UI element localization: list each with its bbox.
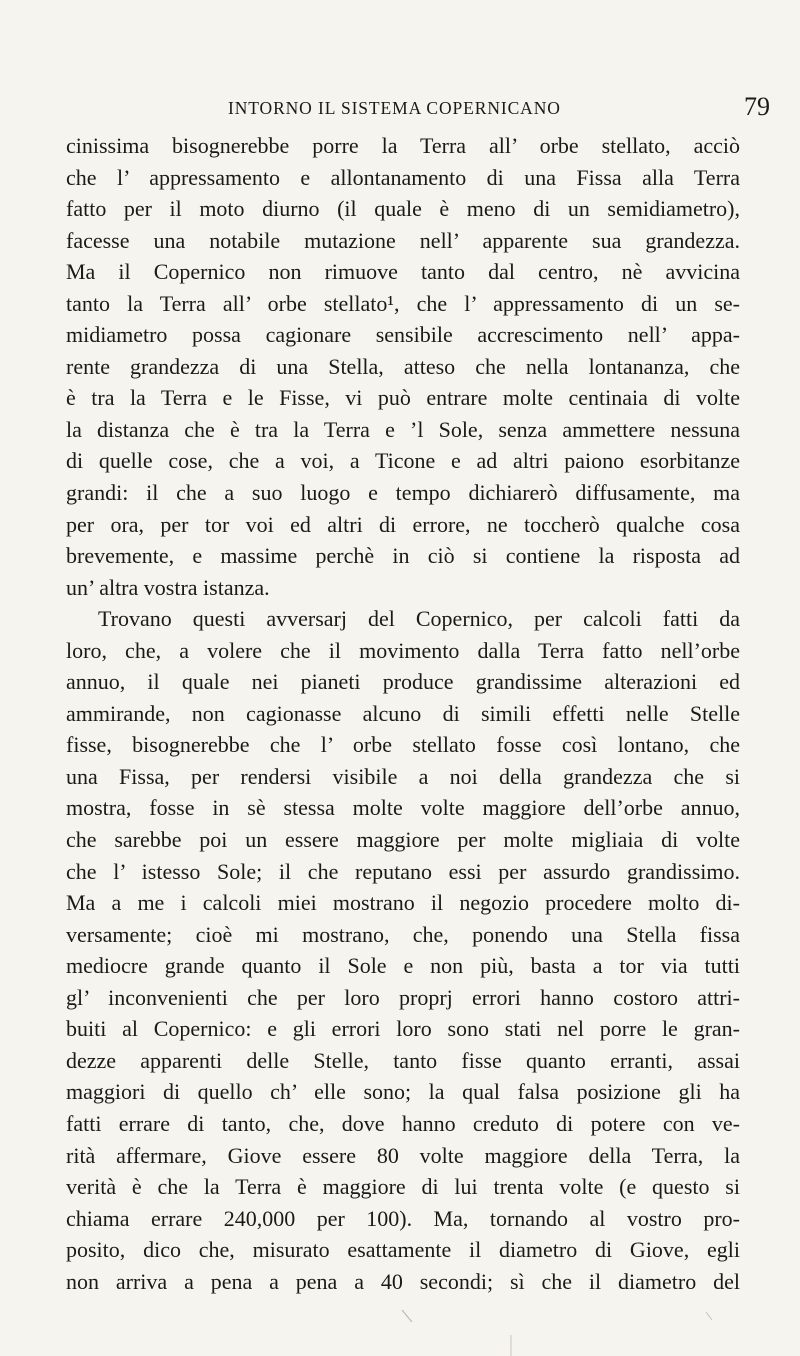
text-line: di quelle cose, che a voi, a Ticone e ad altri paiono esorbitanze <box>66 448 740 474</box>
text-line: versamente; cioè mi mostrano, che, ponendo una Stella fissa <box>66 921 740 947</box>
text-line: verità è che la Terra è maggiore di lui trenta volte (e questo si <box>66 1174 740 1200</box>
text-line: Ma a me i calcoli miei mostrano il negozio procedere molto di- <box>66 890 740 916</box>
text-line: fatti errare di tanto, che, dove hanno creduto di potere con ve- <box>66 1110 740 1136</box>
text-line: loro, che, a volere che il movimento dalla Terra fatto nell’orbe <box>66 637 740 663</box>
text-line: maggiori di quello ch’ elle sono; la qual falsa posizione gli ha <box>66 1079 740 1105</box>
page-header <box>66 92 800 126</box>
paragraph-end-line: un’ altra vostra istanza. <box>66 574 270 600</box>
text-line: facesse una notabile mutazione nell’ apparente sua grandezza. <box>66 227 740 253</box>
text-line: fisse, bisognerebbe che l’ orbe stellato fosse così lontano, che <box>66 732 740 758</box>
page-number: 79 <box>744 92 770 121</box>
text-line: che l’ appressamento e allontanamento di una Fissa alla Terra <box>66 164 740 190</box>
text-line: chiama errare 240,000 per 100). Ma, tornando al vostro pro- <box>66 1205 740 1231</box>
text-line: Ma il Copernico non rimuove tanto dal centro, nè avvicina <box>66 259 740 285</box>
text-line: midiametro possa cagionare sensibile accrescimento nell’ appa- <box>66 322 740 348</box>
text-line: cinissima bisognerebbe porre la Terra all’ orbe stellato, acciò <box>66 133 740 158</box>
text-line: mediocre grande quanto il Sole e non più, basta a tor via tutti <box>66 953 740 979</box>
text-line: una Fissa, per rendersi visibile a noi della grandezza che si <box>66 763 740 789</box>
text-line: dezze apparenti delle Stelle, tanto fisse quanto erranti, assai <box>66 1047 740 1073</box>
text-line: grandi: il che a suo luogo e tempo dichiarerò diffusamente, ma <box>66 480 740 506</box>
text-line: rente grandezza di una Stella, atteso che nella lontananza, che <box>66 353 740 379</box>
paragraph-start-line: Trovano questi avversarj del Copernico, per calcoli fatti da <box>98 606 740 632</box>
text-line: la distanza che è tra la Terra e ’l Sole, senza ammettere nessuna <box>66 416 740 442</box>
text-line: gl’ inconvenienti che per loro proprj errori hanno costoro attri- <box>66 984 740 1010</box>
text-line: è tra la Terra e le Fisse, vi può entrare molte centinaia di volte <box>66 385 740 411</box>
text-line: buiti al Copernico: e gli errori loro sono stati nel porre le gran- <box>66 1016 740 1042</box>
text-line: fatto per il moto diurno (il quale è meno di un semidiametro), <box>66 196 740 222</box>
text-line: non arriva a pena a pena a 40 secondi; sì che il diametro del <box>66 1268 740 1294</box>
text-line: ammirande, non cagionasse alcuno di simili effetti nelle Stelle <box>66 700 740 726</box>
text-line: annuo, il quale nei pianeti produce grandissime alterazioni ed <box>66 669 740 695</box>
text-line: rità affermare, Giove essere 80 volte maggiore della Terra, la <box>66 1142 740 1168</box>
text-line: tanto la Terra all’ orbe stellato¹, che l’ appressamento di un se- <box>66 290 740 316</box>
running-title: INTORNO IL SISTEMA COPERNICANO <box>228 98 561 118</box>
text-line: che l’ istesso Sole; il che reputano essi per assurdo grandissimo. <box>66 858 740 884</box>
text-line: per ora, per tor voi ed altri di errore, ne toccherò qualche cosa <box>66 511 740 537</box>
body-text <box>66 130 740 1297</box>
text-line: brevemente, e massime perchè in ciò si contiene la risposta ad <box>66 543 740 569</box>
text-line: che sarebbe poi un essere maggiore per molte migliaia di volte <box>66 827 740 853</box>
text-line: posito, dico che, misurato esattamente il diametro di Giove, egli <box>66 1237 740 1263</box>
text-line: mostra, fosse in sè stessa molte volte maggiore dell’orbe annuo, <box>66 795 740 821</box>
